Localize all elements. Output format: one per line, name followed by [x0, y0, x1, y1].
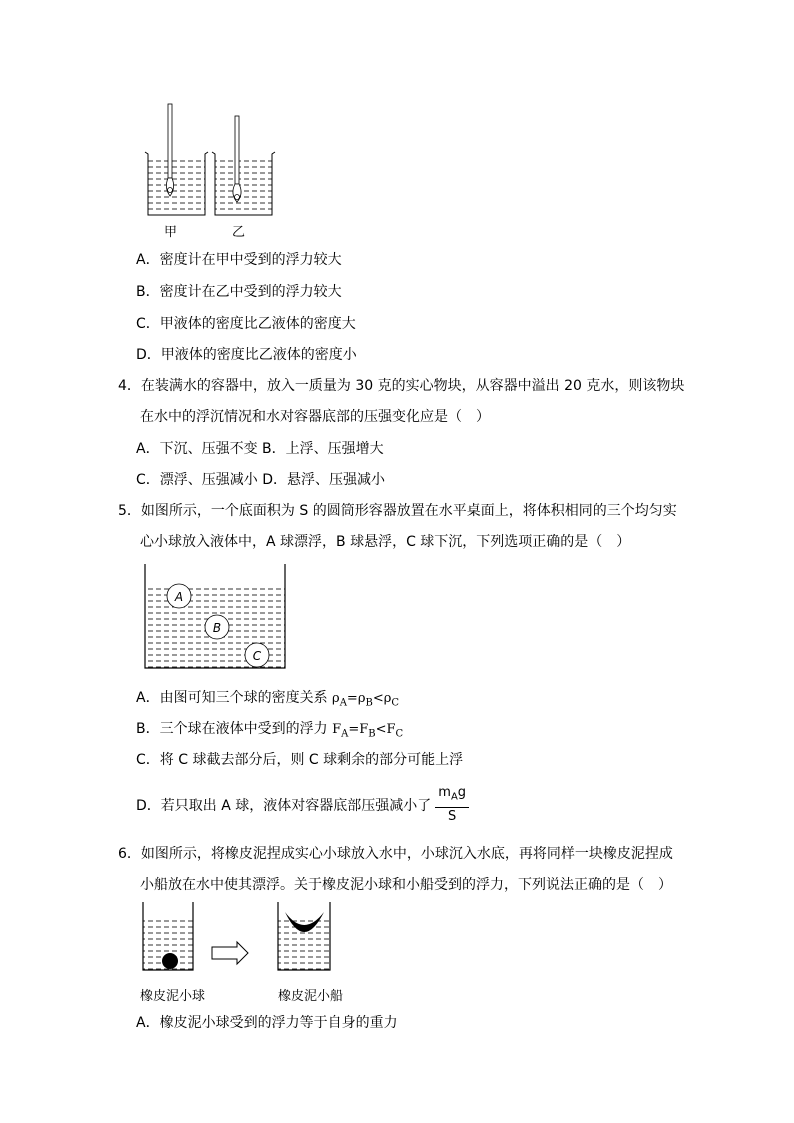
- q6-stem-line2: 小船放在水中使其漂浮。关于橡皮泥小球和小船受到的浮力，下列说法正确的是（ ）: [140, 877, 672, 893]
- hydrometer-figure: [140, 98, 280, 240]
- q4-options-cd: C．漂浮、压强减小 D．悬浮、压强减小: [136, 472, 386, 488]
- q3-option-b: B．密度计在乙中受到的浮力较大: [136, 284, 342, 300]
- q5-option-b: [136, 718, 403, 740]
- ball-b: [205, 615, 229, 639]
- q5-option-a-formula: $\rho_A=\rho_B<\rho_C$: [332, 691, 400, 709]
- q3-option-c: C．甲液体的密度比乙液体的密度大: [136, 316, 356, 332]
- label-jia: 甲: [164, 225, 178, 240]
- q5-option-d-text: D．若只取出 A 球，液体对容器底部压强减小了: [136, 797, 432, 814]
- arrow-icon: [212, 942, 248, 964]
- fraction-numerator: $m_Ag$: [435, 785, 469, 808]
- q4-options-ab: A．下沉、压强不变 B．上浮、压强增大: [136, 441, 384, 457]
- q6-stem-line1: 6．如图所示，将橡皮泥捏成实心小球放入水中，小球沉入水底，再将同样一块橡皮泥捏成: [118, 846, 673, 862]
- svg-text:C: C: [252, 649, 262, 663]
- ball-c: [245, 643, 269, 667]
- q4-stem-line1: 4．在装满水的容器中，放入一质量为 30 克的实心物块，从容器中溢出 20 克水，则该物块: [118, 378, 685, 394]
- svg-text:A: A: [174, 590, 184, 604]
- container-with-ball: [143, 902, 193, 970]
- q4-stem-line2: 在水中的浮沉情况和水对容器底部的压强变化应是（ ）: [140, 409, 490, 425]
- ball-a: [167, 584, 191, 608]
- q3-option-d: D．甲液体的密度比乙液体的密度小: [136, 347, 357, 363]
- q5-option-a: [136, 687, 399, 709]
- q5-option-a-text: A．由图可知三个球的密度关系: [136, 690, 333, 706]
- q5-stem-line2: 心小球放入液体中，A 球漂浮，B 球悬浮，C 球下沉，下列选项正确的是（ ）: [140, 534, 631, 550]
- q3-option-a: A．密度计在甲中受到的浮力较大: [136, 252, 342, 268]
- q6-option-a: A．橡皮泥小球受到的浮力等于自身的重力: [136, 1015, 398, 1031]
- q5-option-b-text: B．三个球在液体中受到的浮力: [136, 721, 333, 737]
- q5-stem-line1: 5．如图所示，一个底面积为 S 的圆筒形容器放置在水平桌面上，将体积相同的三个均匀实: [118, 503, 677, 519]
- fraction-denominator: S: [448, 808, 457, 824]
- container-three-balls-figure: [140, 562, 290, 672]
- container-with-boat: [278, 902, 330, 970]
- label-clay-ball: 橡皮泥小球: [140, 989, 206, 1004]
- beaker-yi: [212, 116, 275, 215]
- q5-option-d-fraction: [435, 785, 469, 825]
- q5-option-d: [136, 785, 469, 825]
- beaker-jia: [145, 104, 208, 215]
- q5-option-b-formula: $F_A=F_B<F_C$: [332, 722, 404, 740]
- svg-text:B: B: [212, 621, 222, 635]
- q5-option-c: C．将 C 球截去部分后，则 C 球剩余的部分可能上浮: [136, 752, 464, 768]
- label-yi: 乙: [232, 225, 246, 240]
- clay-ball-boat-figure: [140, 900, 340, 976]
- label-clay-boat: 橡皮泥小船: [278, 989, 344, 1004]
